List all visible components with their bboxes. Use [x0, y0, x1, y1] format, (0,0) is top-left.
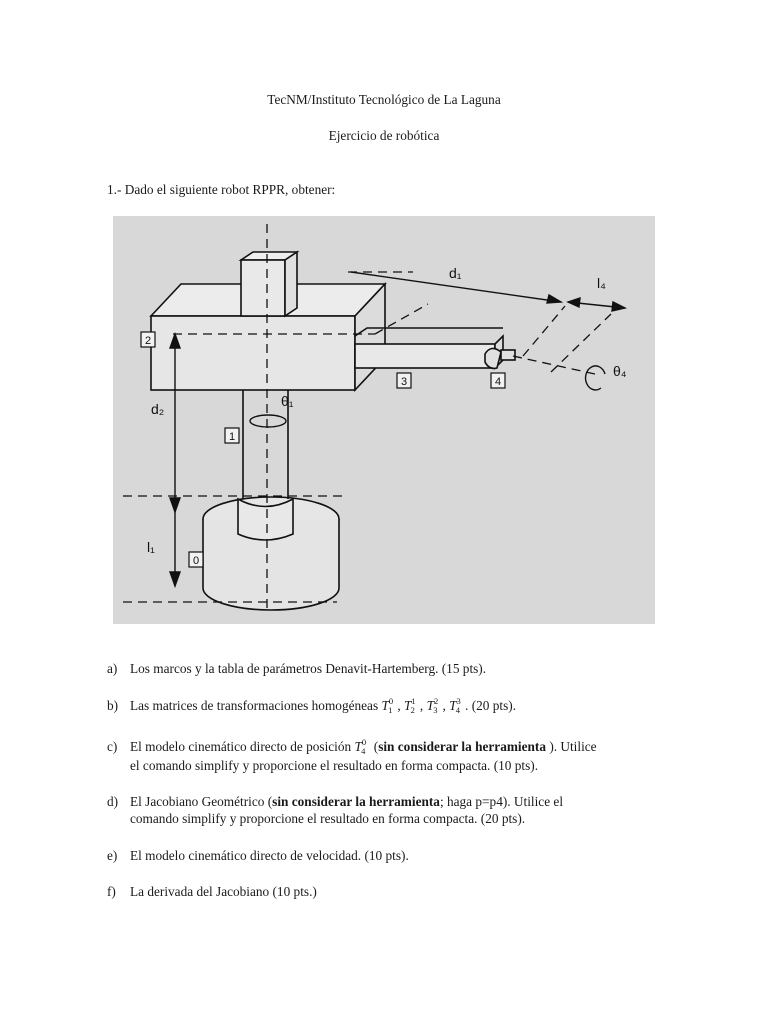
item-a-label: a)	[107, 661, 118, 676]
l4-label: l₄	[597, 275, 606, 291]
item-c-line2: el comando simplify y proporcione el resultado en forma compacta. (10 pts).	[130, 758, 539, 773]
item-e-text: El modelo cinemático directo de velocidad. (10 pts).	[130, 848, 409, 863]
matrix-T40: $T^0_4$	[354, 737, 367, 756]
d1-label: d₁	[449, 265, 462, 281]
item-a-text: Los marcos y la tabla de parámetros Denavit-Hartemberg. (15 pts).	[130, 661, 487, 676]
arm3-body	[355, 344, 495, 368]
item-b-label: b)	[107, 698, 119, 713]
matrix-T21: $T^1_2$	[404, 696, 416, 715]
cube-front	[241, 260, 285, 316]
matrix-T32: $T^2_3$	[426, 696, 439, 715]
item-c-text-after: ). Utilice	[549, 739, 597, 754]
item-c-bold: sin considerar la herramienta	[378, 739, 546, 754]
d2-label: d₂	[151, 401, 165, 417]
item-f-label: f)	[107, 884, 116, 899]
matrix-T10: $T^0_1$	[381, 696, 394, 715]
question-prompt: 1.- Dado el siguiente robot RPPR, obtener:	[107, 182, 336, 197]
item-b-text: Las matrices de transformaciones homogéneas	[130, 698, 379, 713]
frame2-label: 2	[144, 335, 152, 347]
item-d-bold: sin considerar la herramienta	[272, 794, 440, 809]
item-e-label: e)	[107, 848, 118, 863]
item-d-label: d)	[107, 794, 119, 809]
item-c-text: El modelo cinemático directo de posición	[130, 739, 352, 754]
l1-label: l₁	[147, 539, 155, 555]
institution-heading: TecNM/Instituto Tecnológico de La Laguna	[267, 92, 501, 107]
cube-side	[285, 252, 297, 316]
item-d-text: El Jacobiano Geométrico (	[130, 794, 273, 809]
frame0-label: 0	[192, 555, 200, 567]
item-b-points: (20 pts).	[471, 698, 517, 713]
frame4-label: 4	[494, 376, 502, 388]
theta4-label: θ₄	[613, 363, 627, 379]
item-d-line2: comando simplify y proporcione el resultado en forma compacta. (20 pts).	[130, 811, 526, 826]
item-d-text-after: ; haga p=p4). Utilice el	[439, 794, 564, 809]
tool-tip	[501, 350, 515, 360]
theta1-label: θ₁	[281, 393, 294, 409]
exercise-title: Ejercicio de robótica	[328, 128, 440, 143]
item-c-label: c)	[107, 739, 118, 754]
robot-rppr-figure	[113, 216, 655, 624]
item-f-text: La derivada del Jacobiano (10 pts.)	[130, 884, 317, 899]
arm-block-front	[151, 316, 355, 390]
matrix-T43: $T^3_4$	[449, 696, 461, 715]
frame3-label: 3	[400, 376, 408, 388]
frame1-label: 1	[228, 431, 236, 443]
